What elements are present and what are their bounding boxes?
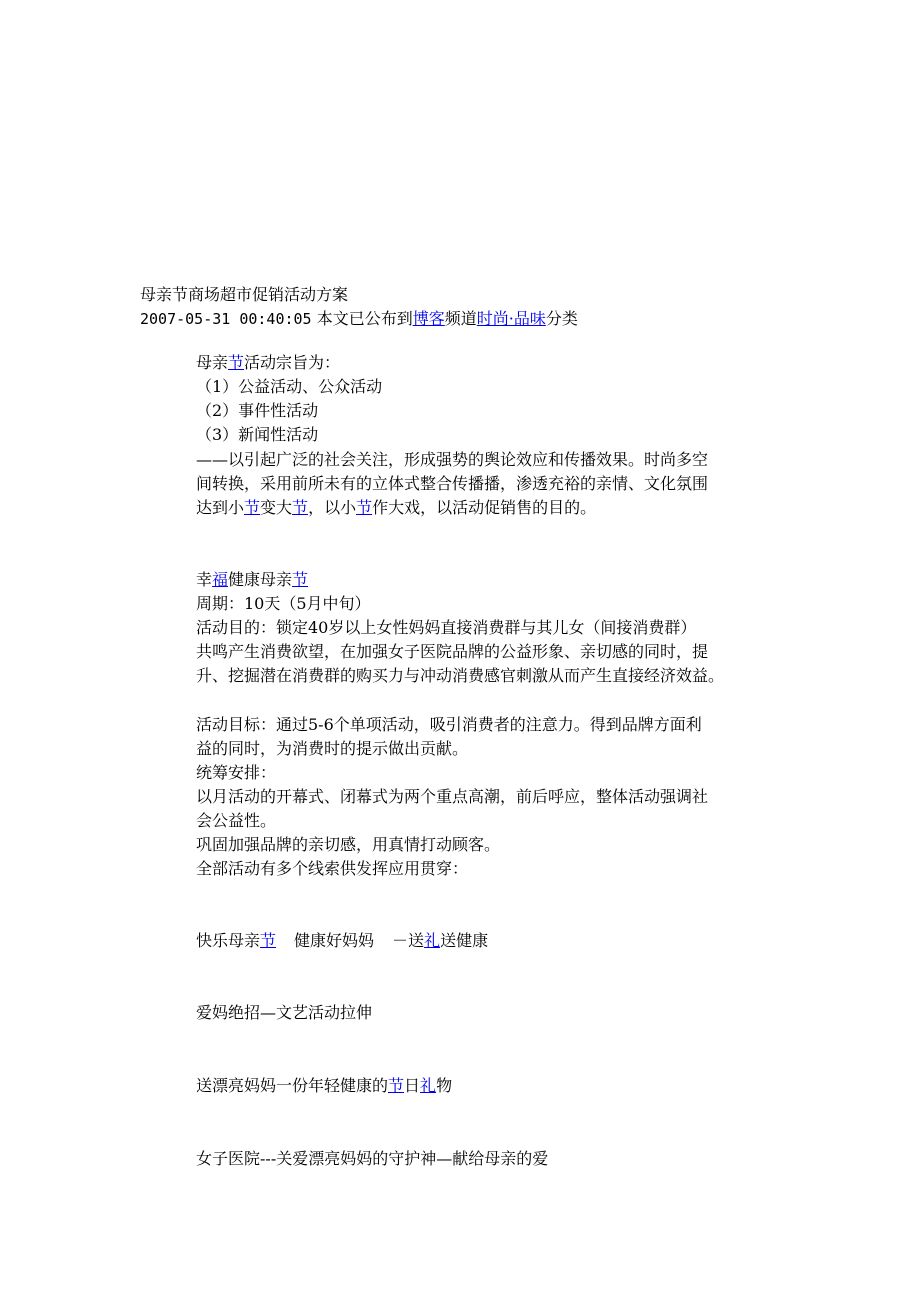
- purpose-line-2: 共鸣产生消费欲望，在加强女子医院品牌的公益形象、亲切感的同时，提: [196, 642, 709, 661]
- gift-link[interactable]: 礼: [420, 1076, 437, 1095]
- activity-3-text-b: 日: [404, 1076, 421, 1095]
- festival-link[interactable]: 节: [260, 931, 277, 950]
- intro-desc-line-2: 间转换，采用前所未有的立体式整合传播播，渗透充裕的亲情、文化氛围: [196, 474, 709, 493]
- festival-link[interactable]: 节: [388, 1076, 405, 1095]
- activity-1-text-a: 快乐母亲: [196, 931, 261, 950]
- intro-desc-text-c: ，以小: [308, 498, 357, 517]
- intro-desc-line-1: ——以引起广泛的社会关注，形成强势的舆论效应和传播效果。时尚多空: [196, 450, 709, 469]
- plan-line-1: 以月活动的开幕式、闭幕式为两个重点高潮，前后呼应，整体活动强调社: [196, 787, 709, 806]
- intro-heading: [196, 351, 340, 375]
- intro-item-1: （1）公益活动、公众活动: [196, 377, 383, 396]
- activity-1-text-d: 送健康: [440, 931, 489, 950]
- channel-suffix: 频道: [444, 309, 477, 328]
- intro-heading-text-a: 母亲: [196, 353, 229, 372]
- gift-link[interactable]: 礼: [424, 931, 441, 950]
- section-title: [196, 568, 308, 592]
- publish-prefix: 本文已公布到: [316, 309, 413, 328]
- intro-item-2: （2）事件性活动: [196, 401, 319, 420]
- activity-1-text-c: －送: [392, 931, 425, 950]
- festival-link[interactable]: 节: [356, 498, 373, 517]
- channel-link[interactable]: 博客: [412, 309, 445, 328]
- festival-link[interactable]: 节: [228, 353, 245, 372]
- purpose-line-3: 升、挖掘潜在消费群的购买力与冲动消费感官刺激从而产生直接经济效益。: [196, 666, 725, 685]
- activity-3-text-c: 物: [436, 1076, 453, 1095]
- intro-desc-line-3: [196, 496, 596, 520]
- period-text: 周期：10天（5月中旬）: [196, 594, 371, 613]
- page-title-text: 母亲节商场超市促销活动方案: [140, 285, 349, 304]
- section-title-text-b: 健康母亲: [228, 570, 293, 589]
- publish-info: [140, 307, 578, 331]
- plan-line-4: 全部活动有多个线索供发挥应用贯穿：: [196, 859, 469, 878]
- goal-line-2: 益的同时，为消费时的提示做出贡献。: [196, 739, 469, 758]
- intro-heading-text-b: 活动宗旨为：: [244, 353, 341, 372]
- category-suffix: 分类: [545, 309, 578, 328]
- plan-line-3: 巩固加强品牌的亲切感，用真情打动顾客。: [196, 835, 501, 854]
- activity-1: [196, 929, 488, 953]
- plan-line-2: 会公益性。: [196, 811, 277, 830]
- happiness-link[interactable]: 福: [212, 570, 229, 589]
- plan-heading: 统筹安排：: [196, 763, 277, 782]
- section-title-text-a: 幸: [196, 570, 213, 589]
- festival-link[interactable]: 节: [292, 570, 309, 589]
- intro-item-3: （3）新闻性活动: [196, 425, 319, 444]
- category-link[interactable]: 时尚·品味: [476, 309, 546, 328]
- intro-desc-text-a: 达到小: [196, 498, 245, 517]
- activity-2: 爱妈绝招—文艺活动拉伸: [196, 1003, 373, 1022]
- purpose-line-1: 活动目的：锁定40岁以上女性妈妈直接消费群与其儿女（间接消费群）: [196, 618, 697, 637]
- intro-desc-text-b: 变大: [260, 498, 293, 517]
- activity-3-text-a: 送漂亮妈妈一份年轻健康的: [196, 1076, 389, 1095]
- activity-1-text-b: 健康好妈妈: [294, 931, 375, 950]
- activity-4: 女子医院---关爱漂亮妈妈的守护神—献给母亲的爱: [196, 1149, 549, 1168]
- festival-link[interactable]: 节: [244, 498, 261, 517]
- intro-desc-text-d: 作大戏，以活动促销售的目的。: [372, 498, 597, 517]
- activity-3: [196, 1074, 452, 1098]
- festival-link[interactable]: 节: [292, 498, 309, 517]
- publish-datetime: 2007-05-31 00:40:05: [140, 310, 312, 328]
- goal-line-1: 活动目标：通过5-6个单项活动，吸引消费者的注意力。得到品牌方面利: [196, 715, 702, 734]
- page-title: [140, 283, 348, 307]
